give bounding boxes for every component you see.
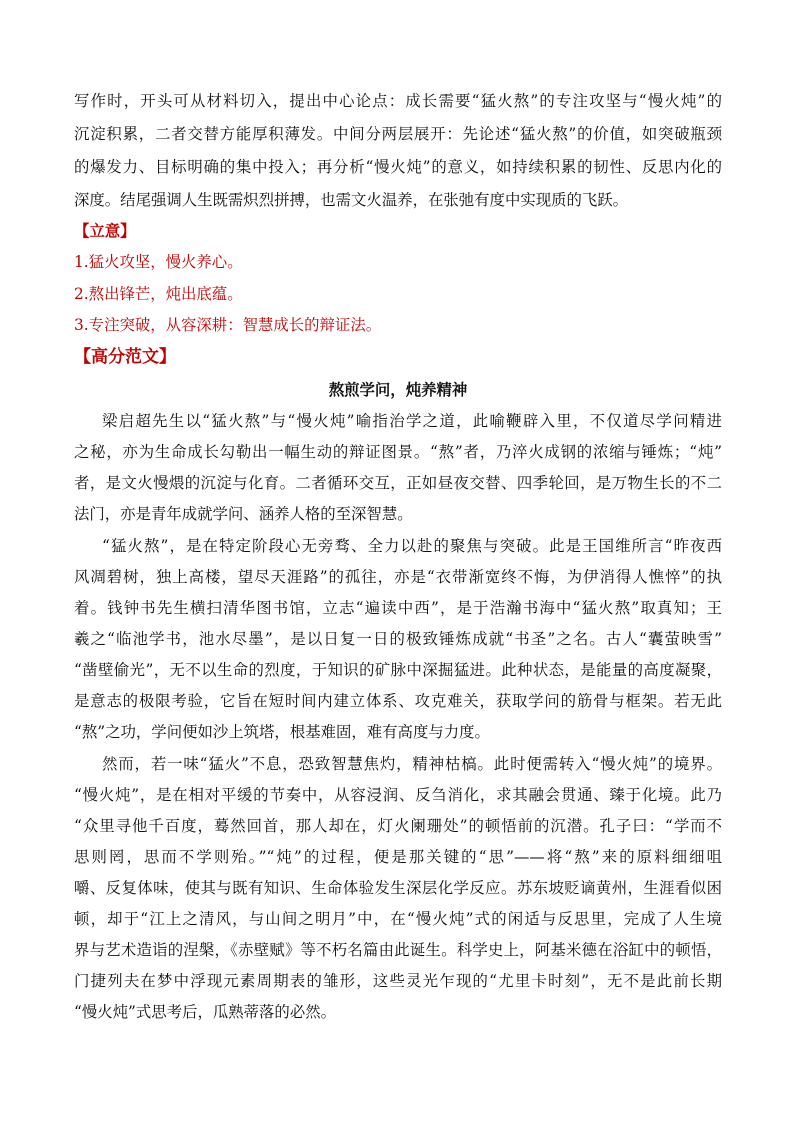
para1-line: 梁启超先生以“猛火熬”与“慢火炖”喻指治学之道，此喻鞭辟入里，不仅道尽学问精进 [102,412,722,430]
para3-line: “众里寻他千百度，蓦然回首，那人却在，灯火阑珊处”的顿悟前的沉潜。孔子曰：“学而不 [74,817,722,835]
fanwen-heading: 【高分范文】 [74,347,176,367]
para2-line: “猛火熬”，是在特定阶段心无旁骛、全力以赴的聚焦与突破。此是王国维所言“昨夜西 [102,537,722,555]
para3-line: “慢火炖”式思考后，瓜熟蒂落的必然。 [74,1003,336,1021]
liyi-item: 3.专注突破，从容深耕：智慧成长的辩证法。 [74,316,382,334]
para3-line: 思则罔，思而不学则殆。”“炖”的过程，便是那关键的“思”——将“熬”来的原料细细咀 [74,848,722,866]
para3-line: “慢火炖”，是在相对平缓的节奏中，从容浸润、反刍消化，求其融会贯通、臻于化境。此乃 [74,786,722,804]
para2-line: 着。钱钟书先生横扫清华图书馆，立志“遍读中西”，是于浩瀚书海中“猛火熬”取真知；王 [74,599,722,617]
para1-line: 之秘，亦为生命成长勾勒出一幅生动的辩证图景。“熬”者，乃淬火成钢的浓缩与锤炼；“炖” [74,443,722,461]
para3-line: 嚼、反复体味，使其与既有知识、生命体验发生深层化学反应。苏东坡贬谪黄州，生涯看似困 [74,879,722,897]
para3-line: 然而，若一味“猛火”不息，恐致智慧焦灼，精神枯槁。此时便需转入“慢火炖”的境界。 [102,755,722,773]
para1-line: 者，是文火慢煨的沉淀与化育。二者循环交互，正如昼夜交替、四季轮回，是万物生长的不二 [74,474,722,492]
para1-line: 法门，亦是青年成就学问、涵养人格的至深智慧。 [74,505,413,523]
intro-line: 沉淀积累，二者交替方能厚积薄发。中间分两层展开：先论述“猛火熬”的价值，如突破瓶颈 [74,125,722,143]
intro-line: 写作时，开头可从材料切入，提出中心论点：成长需要“猛火熬”的专注攻坚与“慢火炖”的 [74,92,722,110]
liyi-heading: 【立意】 [74,222,136,240]
para2-line: “凿壁偷光”，无不以生命的烈度，于知识的矿脉中深掘猛进。此种状态，是能量的高度凝聚， [74,661,722,679]
essay-title: 熬煎学问，炖养精神 [328,381,468,399]
para2-line: 羲之“临池学书，池水尽墨”，是以日复一日的极致锤炼成就“书圣”之名。古人“囊萤映雪” [74,630,722,648]
intro-line: 深度。结尾强调人生既需炽烈拼搏，也需文火温养，在张弛有度中实现质的飞跃。 [74,191,629,209]
para2-line: 风凋碧树，独上高楼，望尽天涯路”的孤往，亦是“衣带渐宽终不悔，为伊消得人憔悴”的执 [74,568,722,586]
para2-line: “熬”之功，学问便如沙上筑塔，根基难固，难有高度与力度。 [74,723,490,741]
liyi-item: 2.熬出锋芒，炖出底蕴。 [74,285,243,303]
para3-line: 界与艺术造诣的涅槃，《赤壁赋》等不朽名篇由此诞生。科学史上，阿基米德在浴缸中的顿悟， [74,941,722,959]
para2-line: 是意志的极限考验，它旨在短时间内建立体系、攻克难关，获取学问的筋骨与框架。若无此 [74,692,722,710]
liyi-item: 1.猛火攻坚，慢火养心。 [74,253,243,271]
para3-line: 顿，却于“江上之清风，与山间之明月”中，在“慢火炖”式的闲适与反思里，完成了人生境 [74,910,722,928]
intro-line: 的爆发力、目标明确的集中投入；再分析“慢火炖”的意义，如持续积累的韧性、反思内化的 [74,158,722,176]
para3-line: 门捷列夫在梦中浮现元素周期表的雏形，这些灵光乍现的“尤里卡时刻”，无不是此前长期 [74,972,722,990]
